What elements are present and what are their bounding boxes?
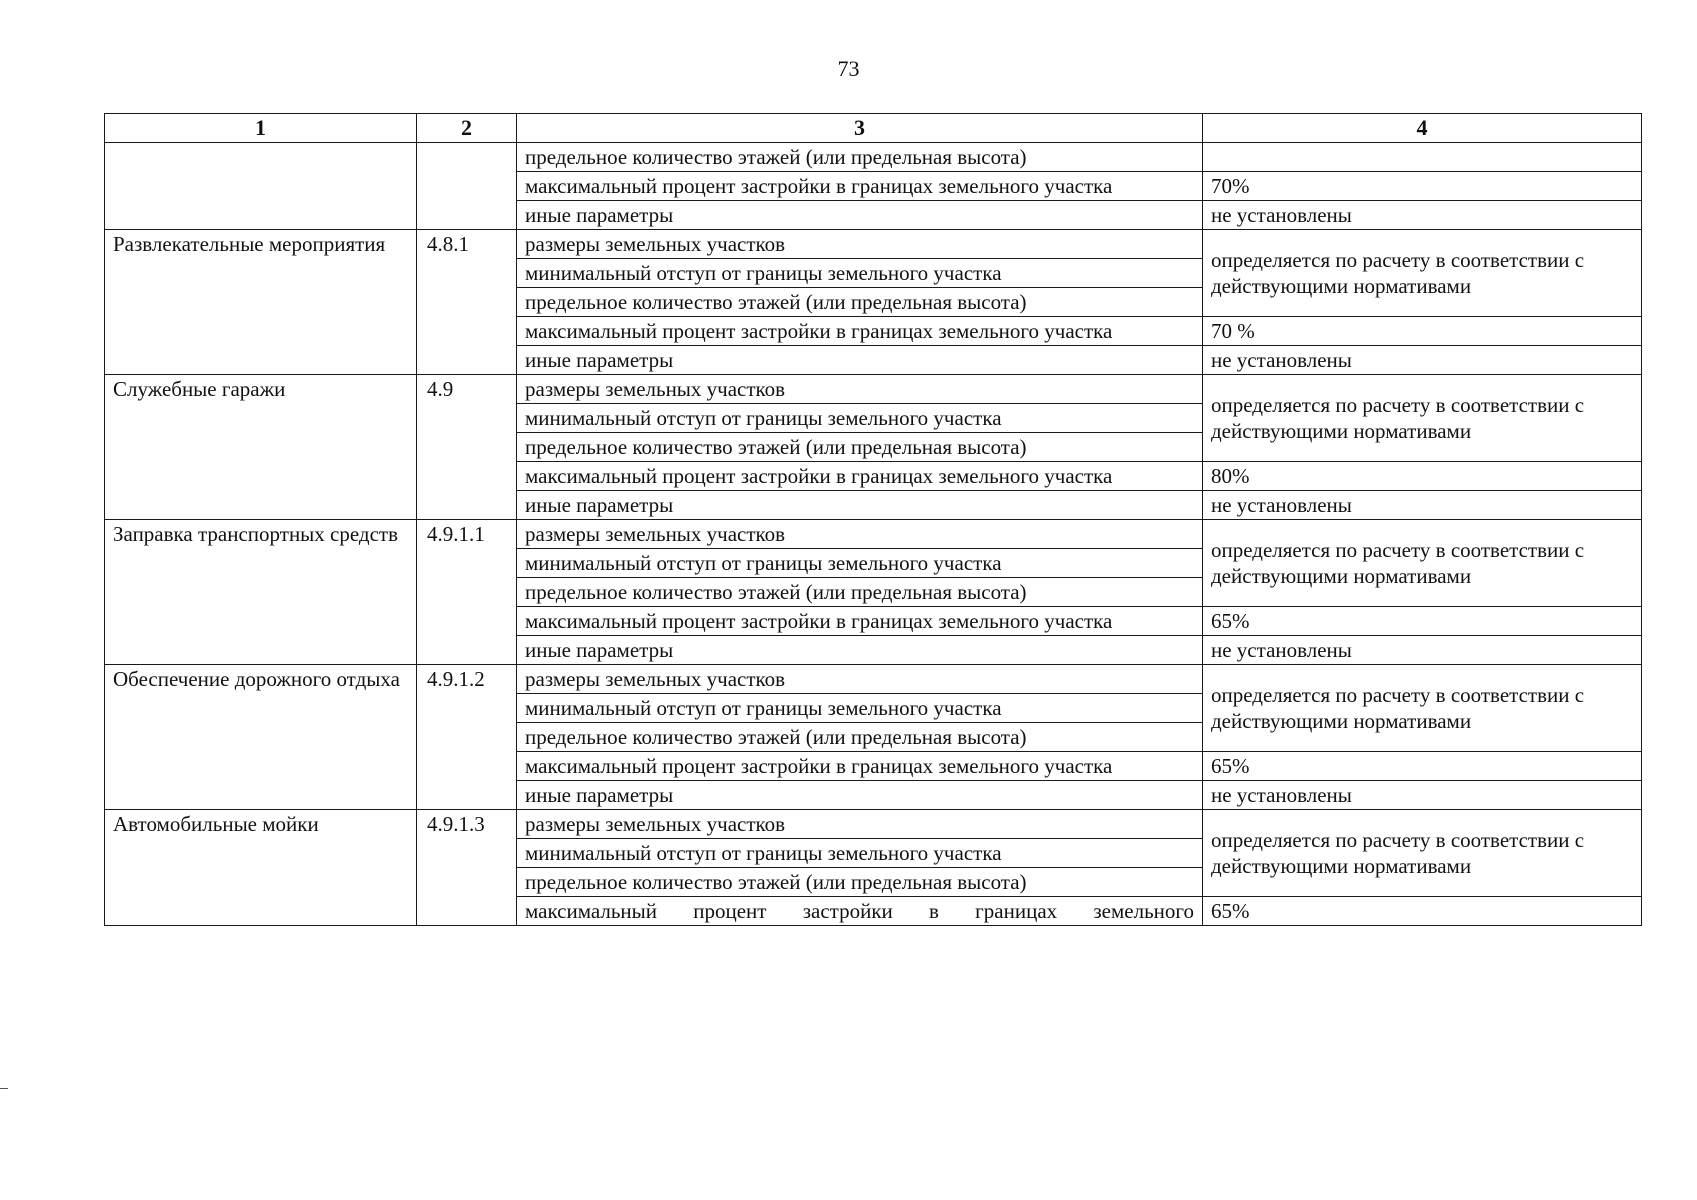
param-cell: размеры земельных участков (517, 665, 1203, 694)
use-code-cell: 4.9.1.2 (417, 665, 517, 810)
param-cell: максимальный процент застройки в границах земельного участка (517, 172, 1203, 201)
value-cell: не установлены (1203, 201, 1642, 230)
value-cell: определяется по расчету в соответствии с действующими нормативами (1203, 810, 1642, 897)
value-cell: 80% (1203, 462, 1642, 491)
param-cell: максимальный процент застройки в границах земельного (517, 897, 1203, 926)
table-row (105, 230, 1642, 259)
use-name-cell: Заправка транспортных средств (105, 520, 417, 665)
page-number: 73 (837, 56, 860, 81)
param-cell: максимальный процент застройки в границах земельного участка (517, 752, 1203, 781)
column-header-4: 4 (1203, 114, 1642, 143)
use-name-cell: Обеспечение дорожного отдыха (105, 665, 417, 810)
param-cell: минимальный отступ от границы земельного участка (517, 839, 1203, 868)
param-cell: предельное количество этажей (или предельная высота) (517, 868, 1203, 897)
value-cell: определяется по расчету в соответствии с действующими нормативами (1203, 665, 1642, 752)
param-cell: предельное количество этажей (или предельная высота) (517, 723, 1203, 752)
param-cell: максимальный процент застройки в границах земельного участка (517, 317, 1203, 346)
use-name-cell (105, 143, 417, 230)
param-cell: иные параметры (517, 781, 1203, 810)
value-cell: определяется по расчету в соответствии с действующими нормативами (1203, 230, 1642, 317)
use-name-cell: Служебные гаражи (105, 375, 417, 520)
param-cell: иные параметры (517, 491, 1203, 520)
param-cell: иные параметры (517, 346, 1203, 375)
table-row (105, 143, 1642, 172)
param-cell: минимальный отступ от границы земельного участка (517, 549, 1203, 578)
param-cell: предельное количество этажей (или предельная высота) (517, 143, 1203, 172)
column-header-3: 3 (517, 114, 1203, 143)
param-cell: минимальный отступ от границы земельного участка (517, 259, 1203, 288)
table-row (105, 375, 1642, 404)
value-cell: 65% (1203, 607, 1642, 636)
column-header-1: 1 (105, 114, 417, 143)
value-cell (1203, 143, 1642, 172)
param-cell: максимальный процент застройки в границах земельного участка (517, 462, 1203, 491)
value-cell: 65% (1203, 897, 1642, 926)
use-name-cell: Развлекательные мероприятия (105, 230, 417, 375)
use-code-cell: 4.9.1.1 (417, 520, 517, 665)
use-code-cell: 4.8.1 (417, 230, 517, 375)
param-cell: размеры земельных участков (517, 230, 1203, 259)
value-cell: 70% (1203, 172, 1642, 201)
value-cell: определяется по расчету в соответствии с действующими нормативами (1203, 520, 1642, 607)
param-cell: минимальный отступ от границы земельного участка (517, 404, 1203, 433)
param-cell: иные параметры (517, 636, 1203, 665)
use-code-cell: 4.9 (417, 375, 517, 520)
value-cell: не установлены (1203, 781, 1642, 810)
table-row (105, 665, 1642, 694)
use-code-cell (417, 143, 517, 230)
use-name-cell: Автомобильные мойки (105, 810, 417, 926)
param-cell: максимальный процент застройки в границах земельного участка (517, 607, 1203, 636)
land-use-parameters-table (104, 113, 1642, 926)
column-header-2: 2 (417, 114, 517, 143)
param-cell: предельное количество этажей (или предельная высота) (517, 578, 1203, 607)
value-cell: 65% (1203, 752, 1642, 781)
param-cell: предельное количество этажей (или предельная высота) (517, 288, 1203, 317)
use-code-cell: 4.9.1.3 (417, 810, 517, 926)
param-cell: размеры земельных участков (517, 375, 1203, 404)
value-cell: определяется по расчету в соответствии с действующими нормативами (1203, 375, 1642, 462)
table-header-row (105, 114, 1642, 143)
param-cell: иные параметры (517, 201, 1203, 230)
param-cell: предельное количество этажей (или предельная высота) (517, 433, 1203, 462)
value-cell: 70 % (1203, 317, 1642, 346)
param-cell: размеры земельных участков (517, 520, 1203, 549)
value-cell: не установлены (1203, 346, 1642, 375)
value-cell: не установлены (1203, 491, 1642, 520)
param-cell: минимальный отступ от границы земельного участка (517, 694, 1203, 723)
table-row (105, 810, 1642, 839)
scan-artifact-mark (0, 1088, 8, 1089)
table-row (105, 520, 1642, 549)
param-cell: размеры земельных участков (517, 810, 1203, 839)
value-cell: не установлены (1203, 636, 1642, 665)
